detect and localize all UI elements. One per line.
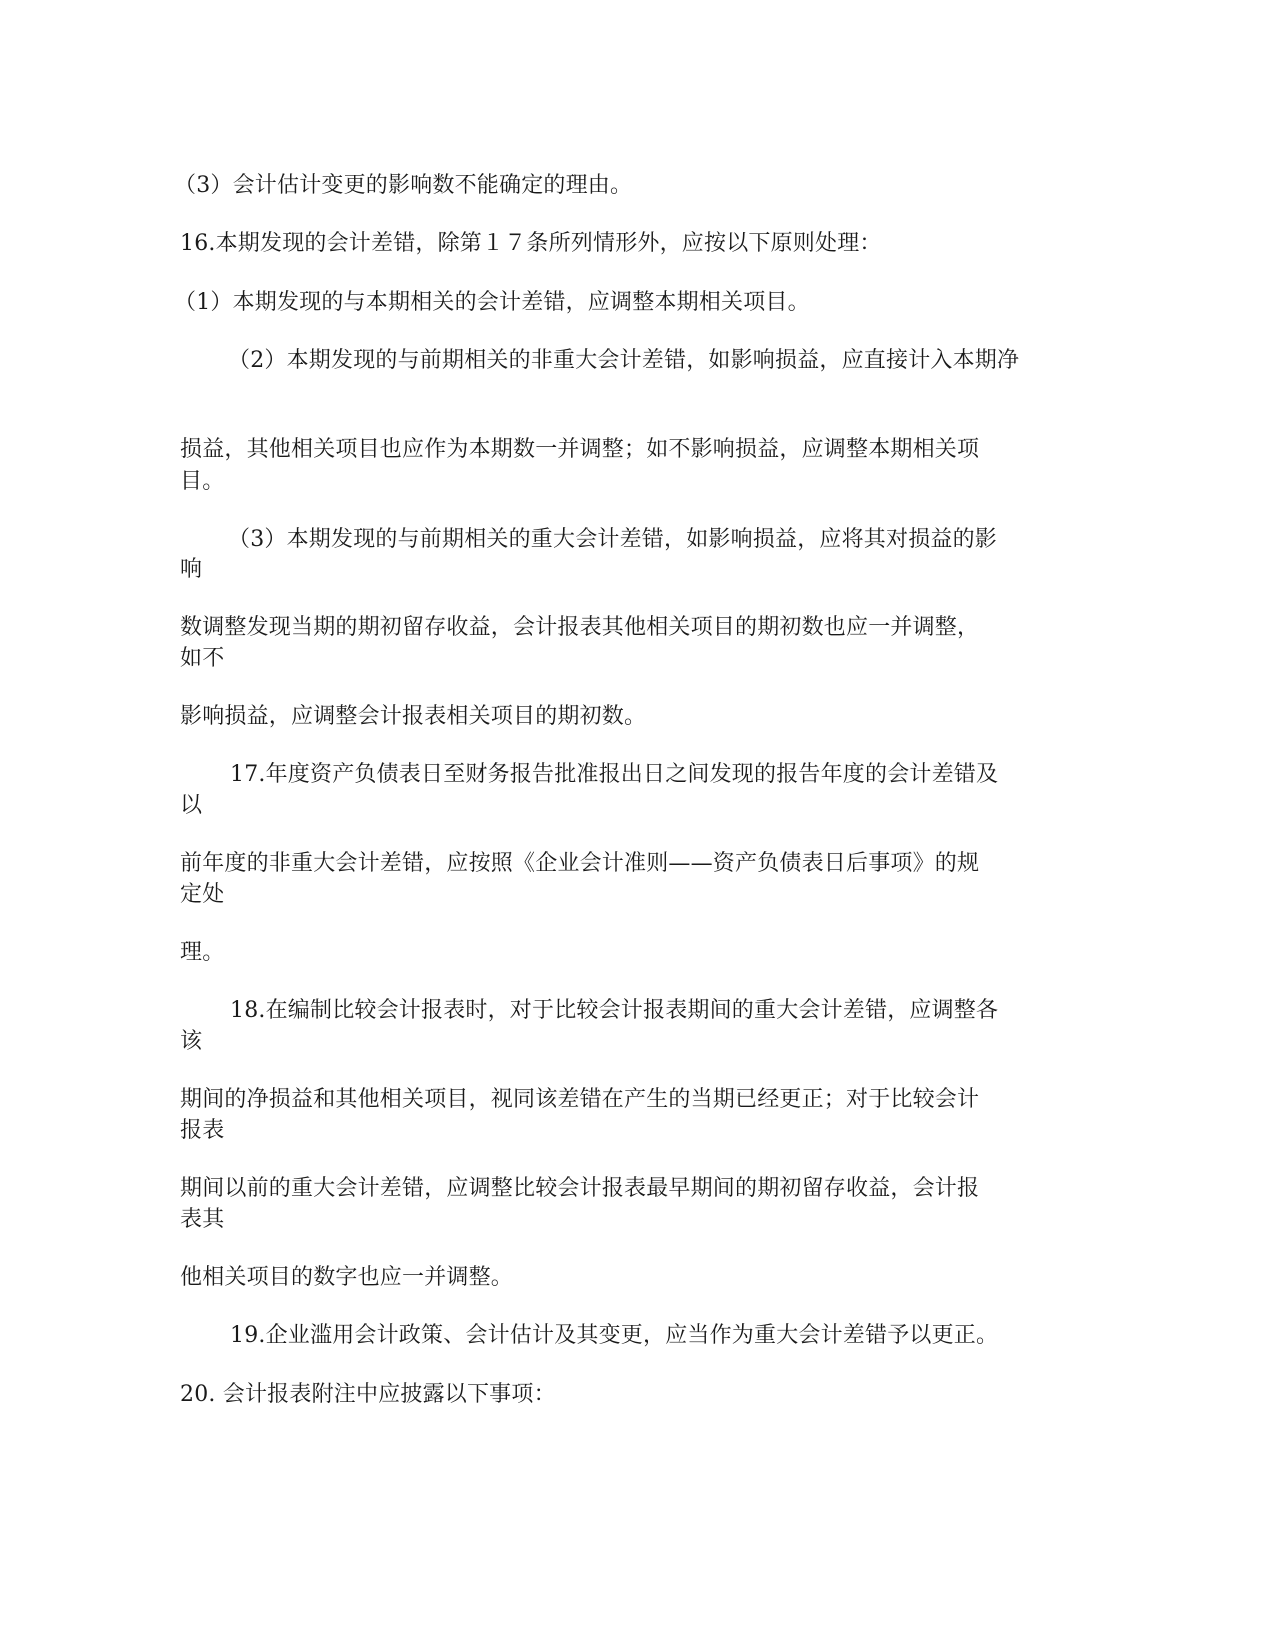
text-line: 定处 — [180, 882, 225, 907]
text-line: （2）本期发现的与前期相关的非重大会计差错，如影响损益，应直接计入本期净 — [228, 348, 1020, 373]
text-line: 数调整发现当期的期初留存收益，会计报表其他相关项目的期初数也应一并调整， — [180, 615, 980, 640]
text-line: 如不 — [180, 646, 225, 671]
text-line: 目。 — [180, 469, 225, 494]
text-line: 期间以前的重大会计差错，应调整比较会计报表最早期间的期初留存收益，会计报 — [180, 1176, 980, 1201]
text-line: 期间的净损益和其他相关项目，视同该差错在产生的当期已经更正；对于比较会计 — [180, 1087, 980, 1112]
text-line: 以 — [180, 793, 203, 818]
text-line: 18.在编制比较会计报表时，对于比较会计报表期间的重大会计差错，应调整各 — [230, 998, 999, 1023]
text-line: 响 — [180, 557, 203, 582]
text-line: （1）本期发现的与本期相关的会计差错，应调整本期相关项目。 — [174, 290, 810, 315]
text-line: 影响损益，应调整会计报表相关项目的期初数。 — [180, 704, 647, 729]
text-line: 表其 — [180, 1207, 225, 1232]
text-line: 损益，其他相关项目也应作为本期数一并调整；如不影响损益，应调整本期相关项 — [180, 437, 980, 462]
text-line: 17.年度资产负债表日至财务报告批准报出日之间发现的报告年度的会计差错及 — [230, 762, 999, 787]
text-line: 他相关项目的数字也应一并调整。 — [180, 1265, 514, 1290]
text-line: 20. 会计报表附注中应披露以下事项： — [180, 1382, 556, 1407]
text-line: （3）会计估计变更的影响数不能确定的理由。 — [174, 173, 633, 198]
text-line: （3）本期发现的与前期相关的重大会计差错，如影响损益，应将其对损益的影 — [228, 527, 997, 552]
text-line: 理。 — [180, 940, 225, 965]
text-line: 该 — [180, 1029, 203, 1054]
text-line: 16.本期发现的会计差错，除第１７条所列情形外，应按以下原则处理： — [180, 231, 882, 256]
text-line: 19.企业滥用会计政策、会计估计及其变更，应当作为重大会计差错予以更正。 — [230, 1323, 999, 1348]
text-line: 报表 — [180, 1118, 225, 1143]
text-line: 前年度的非重大会计差错，应按照《企业会计准则——资产负债表日后事项》的规 — [180, 851, 980, 876]
